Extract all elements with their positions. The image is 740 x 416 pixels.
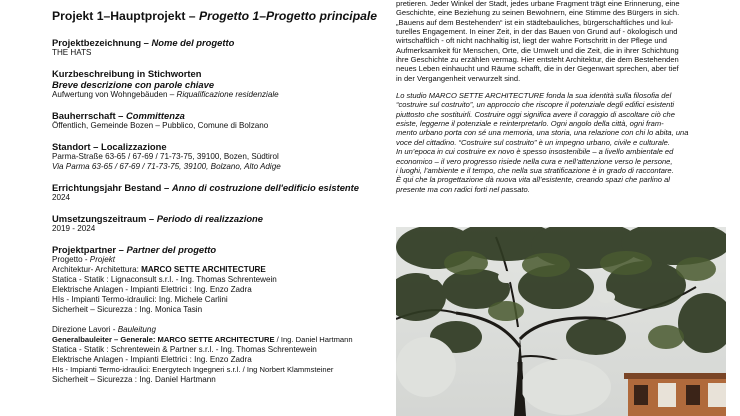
section-heading: Kurzbeschreibung in Stichworten [52,68,202,79]
period-value: 2019 - 2024 [52,224,96,233]
section-errichtungsjahr [52,182,387,203]
section-heading-it: Breve descrizione con parole chiave [52,79,215,90]
paragraph-it [396,91,730,194]
section-heading: Bauherrschaft – Committenza [52,110,185,121]
text-line: Geschichte, eine Beziehung zu seinen Bewohnern, eine Stimme des Bürgers in sich. [396,8,680,18]
text-line: Lo studio MARCO SETTE ARCHITECTURE fonda la sua identità sulla filosofia del [396,91,672,101]
section-standort [52,141,387,172]
section-heading: Projektbezeichnung – Nome del progetto [52,37,235,48]
direzione-line: HIs - Impianti Termo-idraulici: Energytech Ingegneri s.r.l. / Ing Norbert Klammsteiner [52,365,334,374]
text-line: pretieren. Jeder Winkel der Stadt, jedes urbane Fragment trägt eine Erinnerung, eine [396,0,680,8]
text-line: mento urbano porta con sé una memoria, una storia, una relazione con chi lo abita, una [396,128,689,138]
text-line: È qui che la progettazione dà nuova vita all’esistente, creando spazi che parlino al [396,175,670,185]
section-bauherrschaft [52,110,387,131]
client-value: Öffentlich, Gemeinde Bozen – Pubblico, Comune di Bolzano [52,121,269,130]
section-kurzbeschreibung [52,68,387,100]
text-line: “costruire sul costruito”, un approccio che riscopre il potenziale degli edifici esistenti [396,100,675,110]
section-heading: Standort – Localizzazione [52,141,167,152]
building-photo [396,227,726,416]
partner-line: HIs - Impianti Termo-idraulici: Ing. Michele Carlini [52,295,228,304]
text-line: voce del cittadino. “Costruire sul costruito” è un impegno urbano, civile e culturale. [396,137,670,147]
text-line: economico – il vero progresso risiede nella cura e nell’attenzione verso le persone, [396,156,673,166]
year-value: 2024 [52,193,71,202]
text-line: i luoghi, l’ambiente e il tempo, che nella sua stratificazione è in grado di raccontare. [396,165,674,175]
text-line: neues Leben einhaucht und Räume schafft, die in der Gegenwart sprechen, aber tief [396,64,679,74]
page-title: Projekt 1–Hauptprojekt – Progetto 1–Progetto principale [52,9,378,23]
partner-projekt: Progetto - Projekt [52,255,115,264]
description-value: Aufwertung von Wohngebäuden – Riqualificazione residenziale [52,90,279,99]
text-line: „Bauens auf dem Bestehenden“ ist ein städtebauliches, bürgerschaftliches und kul- [396,17,674,27]
text-line: presente ma con radici forti nel passato. [396,184,530,194]
section-heading: Umsetzungszeitraum – Periodo di realizzazione [52,213,263,224]
text-line: Aufmerksamkeit für Menschen, Orte, die Umwelt und die Zeit, die in ihrer Schichtung [396,45,679,55]
partner-architecture: Architektur- Architettura: MARCO SETTE ARCHITECTURE [52,265,266,274]
address-it: Via Parma 63-65 / 67-69 / 71-73-75, 39100, Bolzano, Alto Adige [52,162,281,171]
text-line: ihre Geschichte zu erzählen vermag. Hier entsteht Architektur, die dem Bestehenden [396,55,679,65]
section-umsetzungszeitraum [52,213,387,234]
section-projektpartner [52,244,387,315]
section-heading: Projektpartner – Partner del progetto [52,244,217,255]
text-line: wirtschaftlich - oft nicht nachhaltig ist, liegt der wahre Fortschritt in der Pflege und [396,36,667,46]
address-de: Parma-Straße 63-65 / 67-69 / 71-73-75, 39100, Bozen, Südtirol [52,152,279,161]
description-column [396,0,730,194]
section-projektbezeichnung [52,37,387,58]
direzione-line: Elektrische Anlagen - Impianti Elettrici : Ing. Enzo Zadra [52,355,252,364]
direzione-line: Sicherheit – Sicurezza : Ing. Daniel Hartmann [52,375,216,384]
text-line: In un’epoca in cui costruire ex novo è spesso insostenibile – a livello ambientale ed [396,147,674,157]
partner-line: Sicherheit – Sicurezza : Ing. Monica Tasin [52,305,203,314]
text-line: esiste, leggerne il potenziale e reinterpretarlo. Ogni angolo della città, ogni fram- [396,119,664,129]
text-line: piuttosto che sostituirli. Costruire oggi significa avere il coraggio di ascoltare ciò che [396,109,675,119]
text-line: turelles Engagement. In einer Zeit, in der das Bauen von Grund auf - ökologisch und [396,27,678,37]
section-heading: Errichtungsjahr Bestand – Anno di costruzione dell'edificio esistente [52,182,359,193]
text-line: in der Vergangenheit verwurzelt sind. [396,73,521,83]
section-direzione [52,325,387,385]
partner-line: Statica - Statik : Lignaconsult s.r.l. - Ing. Thomas Schrentewein [52,275,277,284]
direzione-line: Statica - Statik : Schrentewein & Partner s.r.l. - Ing. Thomas Schrentewein [52,345,317,354]
partner-line: Elektrische Anlagen - Impianti Elettrici : Ing. Enzo Zadra [52,285,252,294]
project-info-column [52,9,387,395]
paragraph-de [396,0,730,83]
project-name: THE HATS [52,48,92,57]
general-site-manager: Generalbauleiter – Generale: MARCO SETTE ARCHITECTURE / Ing. Daniel Hartmann [52,335,353,344]
direzione-heading: Direzione Lavori - Bauleitung [52,325,156,334]
